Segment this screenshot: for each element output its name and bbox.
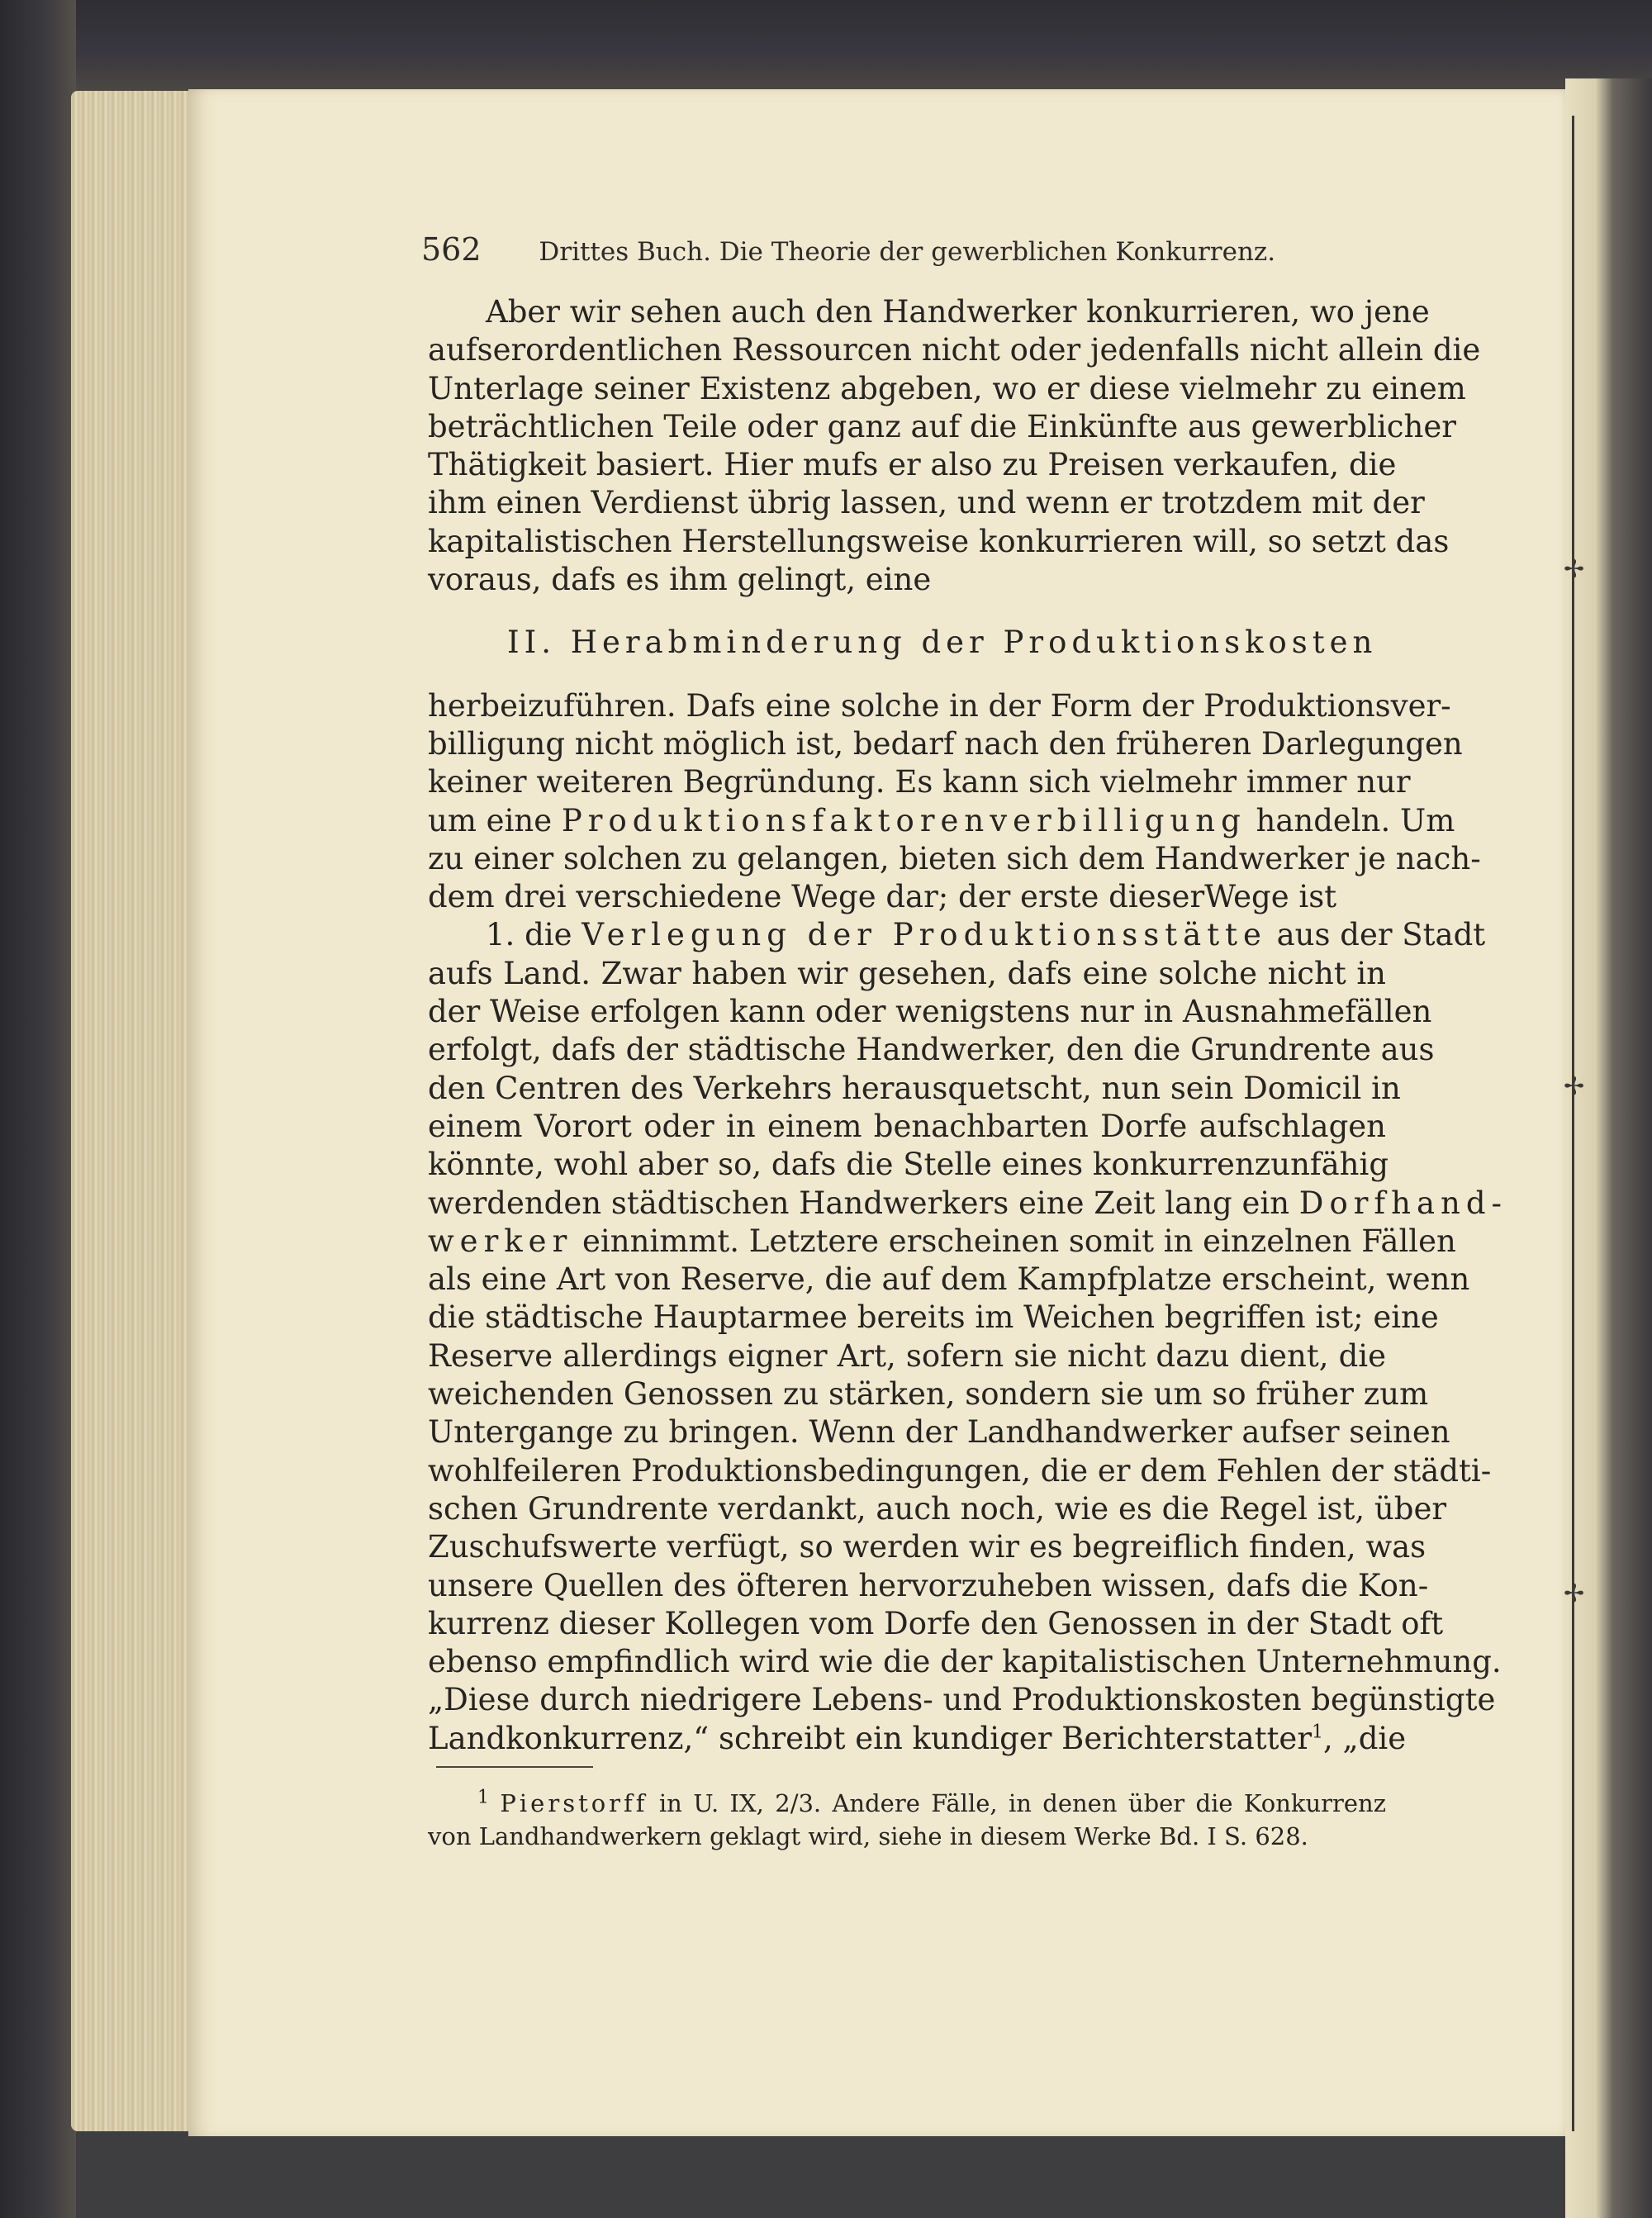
text-line: Aber wir sehen auch den Handwerker konkurrieren, wo jene [486,294,1430,330]
body-text [428,293,1508,1758]
paragraph-2 [428,687,1481,917]
page-stack-edges [71,91,203,2131]
footnote-rule [436,1766,593,1768]
spaced-term: Verlegung der Produktionsstätte [582,917,1267,953]
paragraph-1 [428,293,1481,599]
spaced-term: werker [428,1223,573,1259]
list-item-1 [428,916,1508,1758]
footnote-marker: 1 [477,1787,489,1808]
text-line: unsere Quellen des öfteren hervorzuheben wissen, dafs die Kon- [428,1567,1429,1603]
text-line: ebenso empfindlich wird wie die der kapitalistischen Unternehmung. [428,1644,1502,1680]
text-line: Landkonkurrenz,“ schreibt ein kundiger Berichterstatter$^1$, „die [428,1720,1407,1756]
footnote-1: $^1$ Pierstorff in U. IX, 2/3. Andere Fälle, in denen über die Konkurrenz [477,1787,1387,1817]
text-line: herbeizuführen. Dafs eine solche in der Form der Produktionsver- [428,687,1451,724]
text-line: als eine Art von Reserve, die auf dem Kampfplatze erscheint, wenn [428,1261,1470,1298]
text-line: einem Vorort oder in einem benachbarten Dorfe aufschlagen [428,1108,1386,1144]
text-line: schen Grundrente verdankt, auch noch, wie es die Regel ist, über [428,1490,1447,1527]
binding-mark: ✢ [1564,1072,1585,1101]
text-line: zu einer solchen zu gelangen, bieten sich dem Handwerker je nach- [428,840,1481,876]
text-line: billigung nicht möglich ist, bedarf nach den früheren Darlegungen [428,725,1463,762]
text-line: Unterlage seiner Existenz abgeben, wo er diese vielmehr zu einem [428,370,1466,406]
text-line: erfolgt, dafs der städtische Handwerker, den die Grundrente aus [428,1032,1435,1068]
text-line: der Weise erfolgen kann oder wenigstens nur in Ausnahmefällen [428,994,1432,1030]
book-cover-left [0,0,76,2218]
text-line: werker einnimmt. Letztere erscheinen somit in einzelnen Fällen [428,1223,1456,1259]
book-cover-top [0,0,1652,91]
text-line: die städtische Hauptarmee bereits im Weichen begriffen ist; eine [428,1299,1439,1336]
footnotes [428,1787,1386,1853]
text-line: wohlfeileren Produktionsbedingungen, die er dem Fehlen der städti- [428,1452,1492,1489]
text-line: aufs Land. Zwar haben wir gesehen, dafs eine solche nicht in [428,955,1386,991]
text-line: Zuschufswerte verfügt, so werden wir es begreiflich finden, was [428,1529,1427,1565]
text-line: Thätigkeit basiert. Hier mufs er also zu Preisen verkaufen, die [428,447,1397,483]
text-line: kurrenz dieser Kollegen vom Dorfe den Genossen in der Stadt oft [428,1605,1444,1641]
text-line: aufserordentlichen Ressourcen nicht oder jedenfalls nicht allein die [428,332,1481,368]
text-line: voraus, dafs es ihm gelingt, eine [428,562,932,598]
section-heading: II. Herabminderung der Produktionskosten [507,625,1378,661]
text-line: beträchtlichen Teile oder ganz auf die Einkünfte aus gewerblicher [428,408,1456,444]
footnote-author: Pierstorff [500,1789,648,1817]
page-number: 562 [421,231,482,268]
text-line: den Centren des Verkehrs herausquetscht, nun sein Domicil in [428,1070,1401,1106]
footnote-ref[interactable]: 1 [1312,1722,1324,1743]
text-line: Untergange zu bringen. Wenn der Landhandwerker aufser seinen [428,1414,1450,1451]
spaced-term: Dorfhand- [1298,1185,1508,1221]
text-line: werdenden städtischen Handwerkers eine Zeit lang ein Dorfhand- [428,1185,1508,1221]
text-line: ihm einen Verdienst übrig lassen, und wenn er trotzdem mit der [428,485,1425,521]
binding-mark: ✢ [1564,1579,1585,1608]
footnote-1-cont: von Landhandwerkern geklagt wird, siehe in diesem Werke Bd. I S. 628. [428,1822,1308,1850]
running-head [421,231,1412,273]
facing-page-edge [1565,78,1652,2218]
text-line: um eine Produktionsfaktorenverbilligung handeln. Um [428,802,1455,838]
binding-mark: ✢ [1564,555,1585,584]
running-title: Drittes Buch. Die Theorie der gewerblichen Konkurrenz. [539,237,1276,267]
gutter-line [1572,116,1574,2131]
text-line: dem drei verschiedene Wege dar; der erste dieserWege ist [428,879,1337,915]
text-line: Reserve allerdings eigner Art, sofern sie nicht dazu dient, die [428,1337,1386,1374]
text-line: „Diese durch niedrigere Lebens- und Produktionskosten begünstigte [428,1682,1496,1718]
text-line: könnte, wohl aber so, dafs die Stelle eines konkurrenzunfähig [428,1147,1389,1183]
text-line: keiner weiteren Begründung. Es kann sich vielmehr immer nur [428,764,1411,800]
text-line: kapitalistischen Herstellungsweise konkurrieren will, so setzt das [428,523,1450,559]
text-line: weichenden Genossen zu stärken, sondern sie um so früher zum [428,1376,1429,1413]
text-line: 1. die Verlegung der Produktionsstätte aus der Stadt [486,917,1486,953]
spaced-term: Produktionsfaktorenverbilligung [561,802,1246,838]
